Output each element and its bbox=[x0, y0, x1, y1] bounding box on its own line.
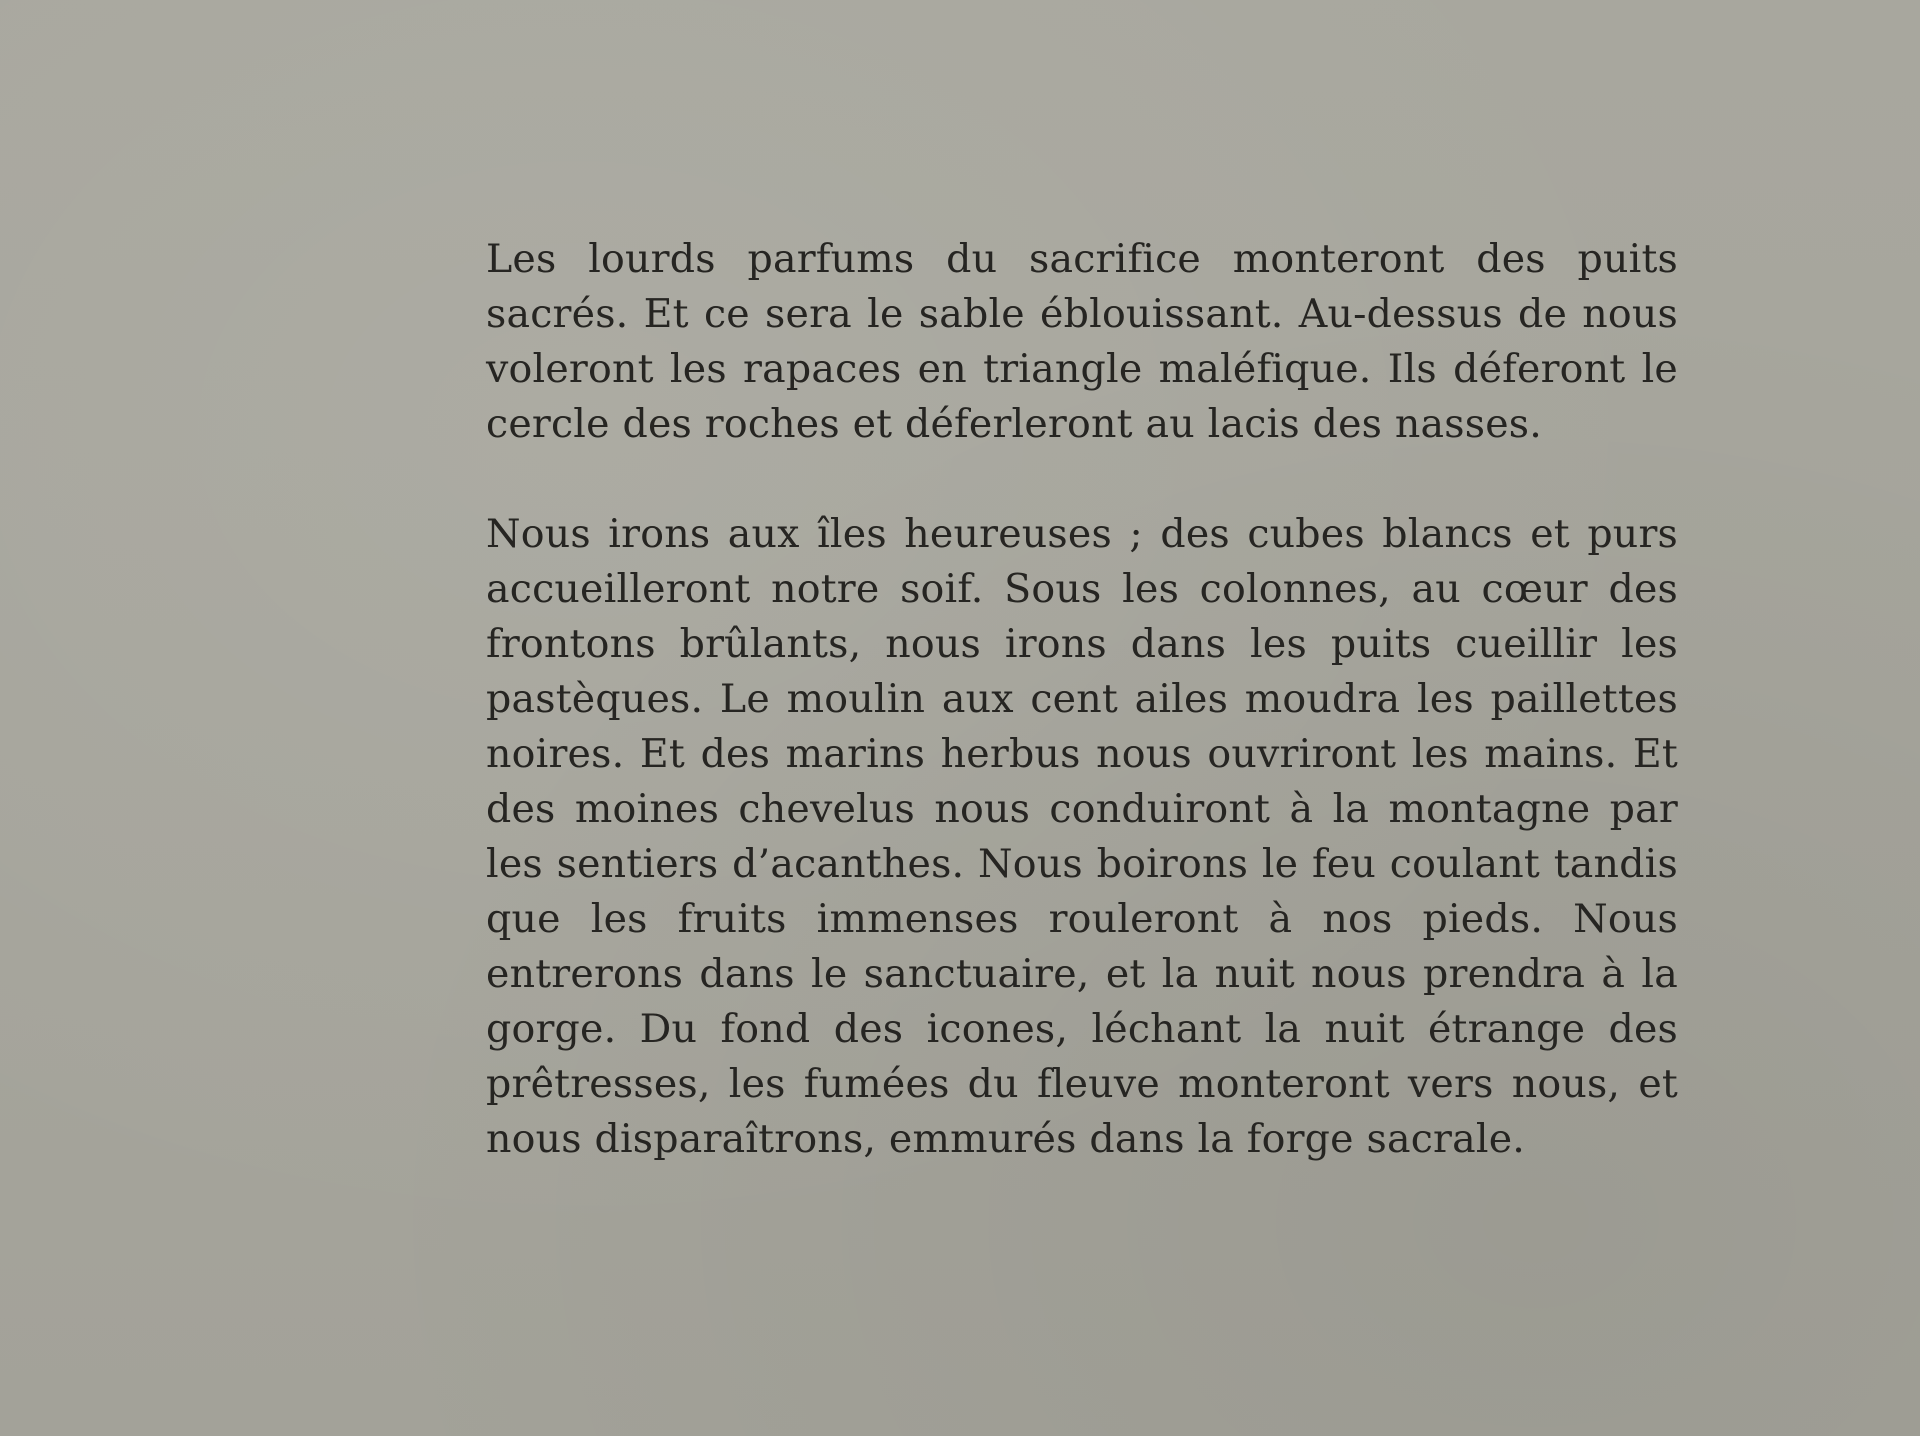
poem-text bbox=[486, 232, 1678, 1167]
paragraph-2: Nous irons aux îles heureuses ; des cubes blancs et purs accueilleront notre soif. Sous les colonnes, au cœur des frontons brûlants, nous irons dans les puits cueillir les pastèques. Le moulin aux cent ailes moudra les paillettes noires. Et des marins herbus nous ouvriront les mains. Et des moines chevelus nous conduiront à la montagne par les sentiers d’acanthes. Nous boirons le feu coulant tandis que les fruits immenses rouleront à nos pieds. Nous entrerons dans le sanctuaire, et la nuit nous prendra à la gorge. Du fond des icones, léchant la nuit étrange des prêtresses, les fumées du fleuve monteront vers nous, et nous disparaîtrons, emmurés dans la forge sacrale. bbox=[486, 511, 1678, 1162]
paragraph-1: Les lourds parfums du sacrifice monteront des puits sacrés. Et ce sera le sable éblouissant. Au-dessus de nous voleront les rapaces en triangle maléfique. Ils déferont le cercle des roches et déferleront au lacis des nasses. bbox=[486, 236, 1678, 447]
